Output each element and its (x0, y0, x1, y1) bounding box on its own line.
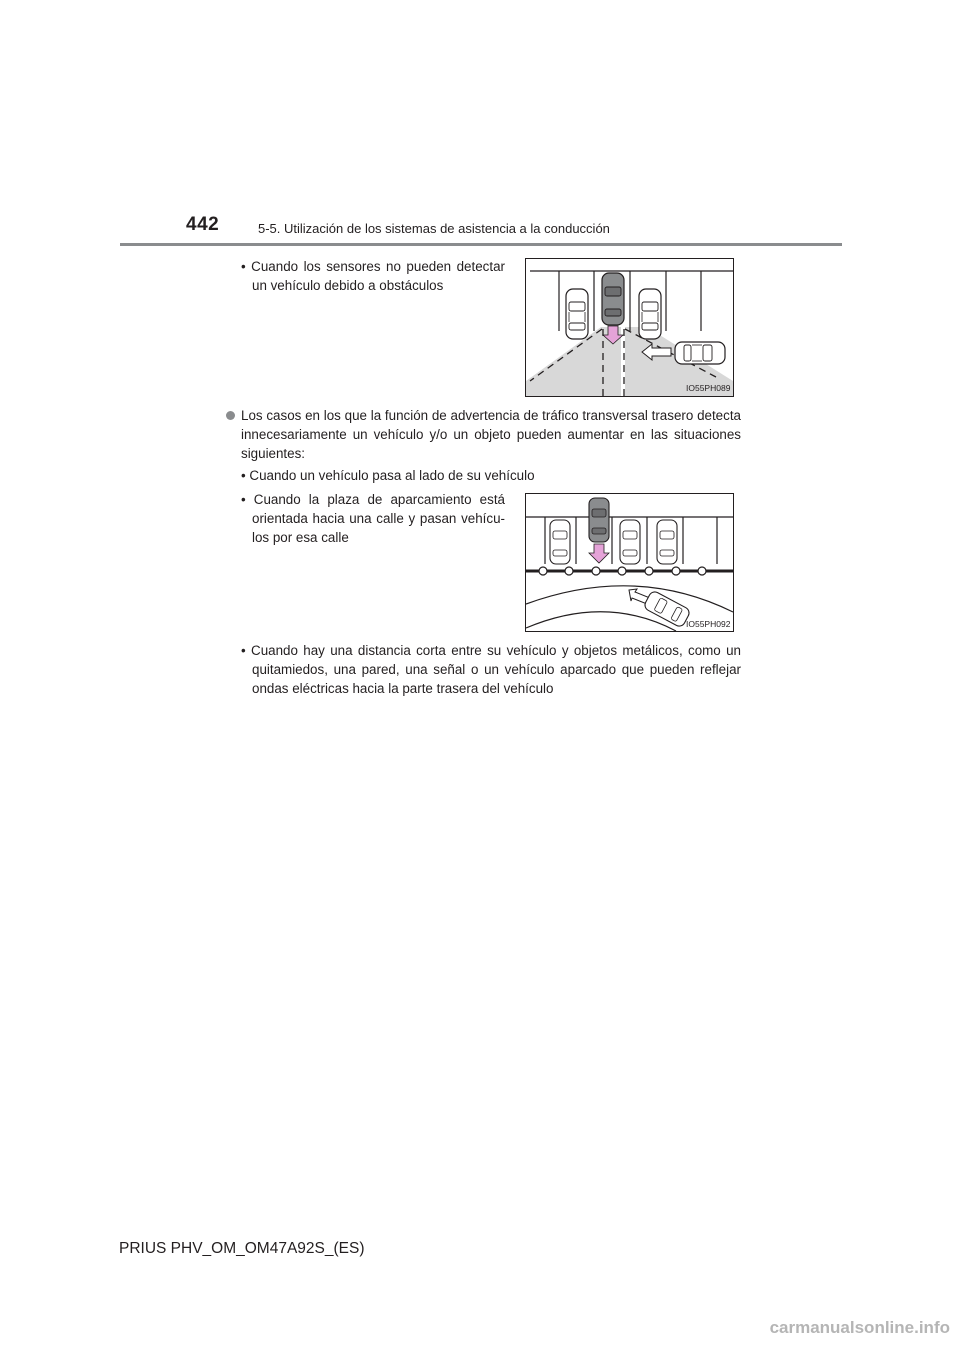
watermark: carmanualsonline.info (769, 1318, 950, 1337)
item3-text (241, 490, 505, 547)
main-bullet-text (241, 406, 741, 463)
main-bullet-line3: siguientes: (241, 446, 306, 461)
figure2-code: IO55PH092 (686, 619, 731, 629)
item2-text: • Cuando un vehículo pasa al lado de su vehículo (241, 468, 535, 483)
item1-text (241, 257, 505, 295)
item4-line2: quitamiedos, una pared, una señal o un vehículo aparcado que pueden reflejar (252, 662, 741, 677)
main-bullet-icon (226, 411, 235, 420)
section-title: 5-5. Utilización de los sistemas de asistencia a la conducción (258, 221, 610, 236)
item3-line1: • Cuando la plaza de aparcamiento está (241, 492, 505, 507)
figure-1 (525, 258, 734, 397)
item1-line1: • Cuando los sensores no pueden detectar (241, 259, 505, 274)
figure1-code: IO55PH089 (686, 383, 731, 393)
main-bullet-line1: Los casos en los que la función de advertencia de tráfico transversal trasero detecta (241, 408, 741, 423)
item3-line3: los por esa calle (252, 530, 349, 545)
page-number: 442 (186, 214, 220, 235)
item1-line2: un vehículo debido a obstáculos (252, 278, 444, 293)
footer-doc-code: PRIUS PHV_OM_OM47A92S_(ES) (119, 1240, 365, 1257)
main-bullet-line2: innecesariamente un vehículo y/o un objeto pueden aumentar en las situaciones (241, 427, 741, 442)
header-rule (120, 243, 842, 246)
item4-line3: ondas eléctricas hacia la parte trasera del vehículo (252, 681, 554, 696)
item3-line2: orientada hacia una calle y pasan vehícu- (252, 511, 505, 526)
item4-text (241, 641, 741, 698)
item4-line1: • Cuando hay una distancia corta entre su vehículo y objetos metálicos, como un (241, 643, 741, 658)
figure-2 (525, 493, 734, 632)
